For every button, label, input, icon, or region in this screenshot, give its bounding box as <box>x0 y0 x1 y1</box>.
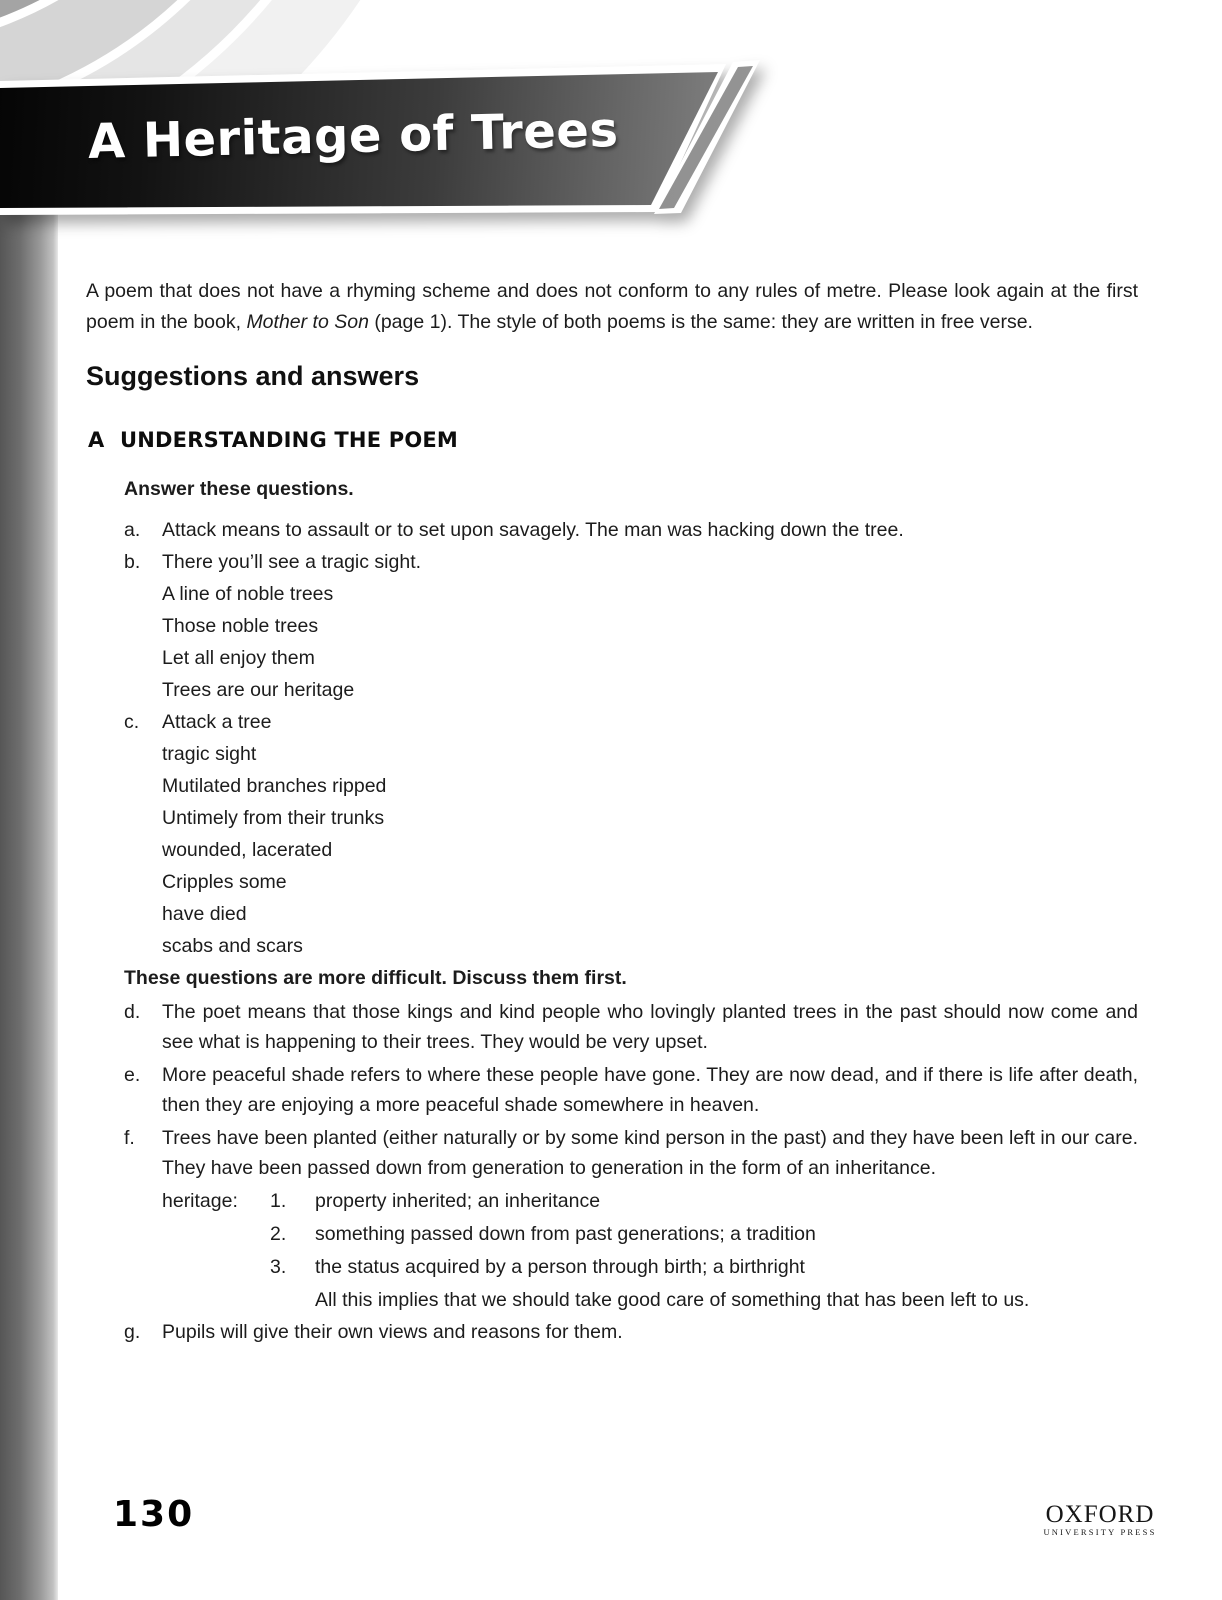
poem-line: Untimely from their trunks <box>162 807 385 829</box>
item-letter: c. <box>124 711 140 733</box>
definition-number: 3. <box>270 1256 287 1278</box>
item-text: Attack a tree <box>162 711 272 733</box>
item-text: The poet means that those kings and kind people who lovingly planted trees in the past should now come and see what is happening to their trees. They would be very upset. <box>162 1001 1138 1053</box>
item-letter: d. <box>124 1001 141 1023</box>
heritage-definition-1 <box>162 1186 1138 1217</box>
difficult-note: These questions are more difficult. Discuss them first. <box>124 967 627 989</box>
item-text: There you’ll see a tragic sight. <box>162 551 422 573</box>
heritage-definition-3 <box>270 1252 1138 1283</box>
heritage-definition-2 <box>270 1219 1138 1250</box>
poem-line: scabs and scars <box>162 935 303 957</box>
poem-line: Cripples some <box>162 871 287 893</box>
definition-conclusion: All this implies that we should take good care of something that has been left to us. <box>315 1289 1030 1311</box>
definition-text: property inherited; an inheritance <box>315 1190 601 1212</box>
intro-book-title: Mother to Son <box>246 311 369 333</box>
answer-item-a <box>86 515 1138 546</box>
answer-item-d <box>86 997 1138 1057</box>
poem-line: Mutilated branches ripped <box>162 775 387 797</box>
poem-line: wounded, lacerated <box>162 839 333 861</box>
intro-text-after: (page 1). The style of both poems is the same: they are written in free verse. <box>368 311 1033 333</box>
intro-text-before: A poem that does not have a rhyming scheme and does not conform to any rules of metre. Please look again at the first poem in the book, <box>86 280 1138 333</box>
publisher-name: OXFORD <box>1045 1501 1155 1528</box>
item-letter: a. <box>124 519 141 541</box>
definition-text: something passed down from past generations; a tradition <box>315 1223 816 1245</box>
section-heading-row <box>86 427 1138 453</box>
answer-item-b <box>86 547 1138 578</box>
left-accent-bar <box>0 0 58 1600</box>
poem-line: Let all enjoy them <box>162 647 315 669</box>
section-title: UNDERSTANDING THE POEM <box>120 428 459 452</box>
poem-line: Those noble trees <box>162 615 319 637</box>
definition-number: 2. <box>270 1223 287 1245</box>
item-text: Trees have been planted (either naturally or by some kind person in the past) and they have been left in our care. They have been passed down from generation to generation in the form of an inheritance. <box>162 1127 1138 1179</box>
answers-list <box>86 515 1138 1348</box>
definition-text: the status acquired by a person through birth; a birthright <box>315 1256 805 1278</box>
main-content <box>86 276 1138 1348</box>
item-text: Pupils will give their own views and reasons for them. <box>162 1321 623 1343</box>
poem-line: Trees are our heritage <box>162 679 355 701</box>
poem-line: have died <box>162 903 247 925</box>
intro-paragraph <box>86 276 1138 338</box>
suggestions-heading: Suggestions and answers <box>86 361 420 391</box>
answer-instructions: Answer these questions. <box>124 478 354 500</box>
title-banner <box>0 60 790 230</box>
item-letter: f. <box>124 1127 135 1149</box>
poem-line: A line of noble trees <box>162 583 334 605</box>
answer-item-e <box>86 1060 1138 1120</box>
item-letter: b. <box>124 551 141 573</box>
poem-line: tragic sight <box>162 743 257 765</box>
answer-item-f <box>86 1123 1138 1183</box>
page-number: 130 <box>113 1494 195 1535</box>
item-letter: g. <box>124 1321 141 1343</box>
definition-number: 1. <box>270 1190 287 1212</box>
section-letter: A <box>88 428 105 452</box>
publisher-logo <box>1040 1502 1160 1538</box>
item-letter: e. <box>124 1064 141 1086</box>
item-text: Attack means to assault or to set upon savagely. The man was hacking down the tree. <box>162 519 904 541</box>
answer-item-c <box>86 707 1138 738</box>
publisher-subtitle: UNIVERSITY PRESS <box>1043 1527 1157 1537</box>
answer-item-g <box>86 1317 1138 1348</box>
page-title: A Heritage of Trees <box>87 101 620 170</box>
item-text: More peaceful shade refers to where these people have gone. They are now dead, and if there is life after death, then they are enjoying a more peaceful shade somewhere in heaven. <box>162 1064 1138 1116</box>
heritage-label: heritage: <box>162 1190 238 1212</box>
